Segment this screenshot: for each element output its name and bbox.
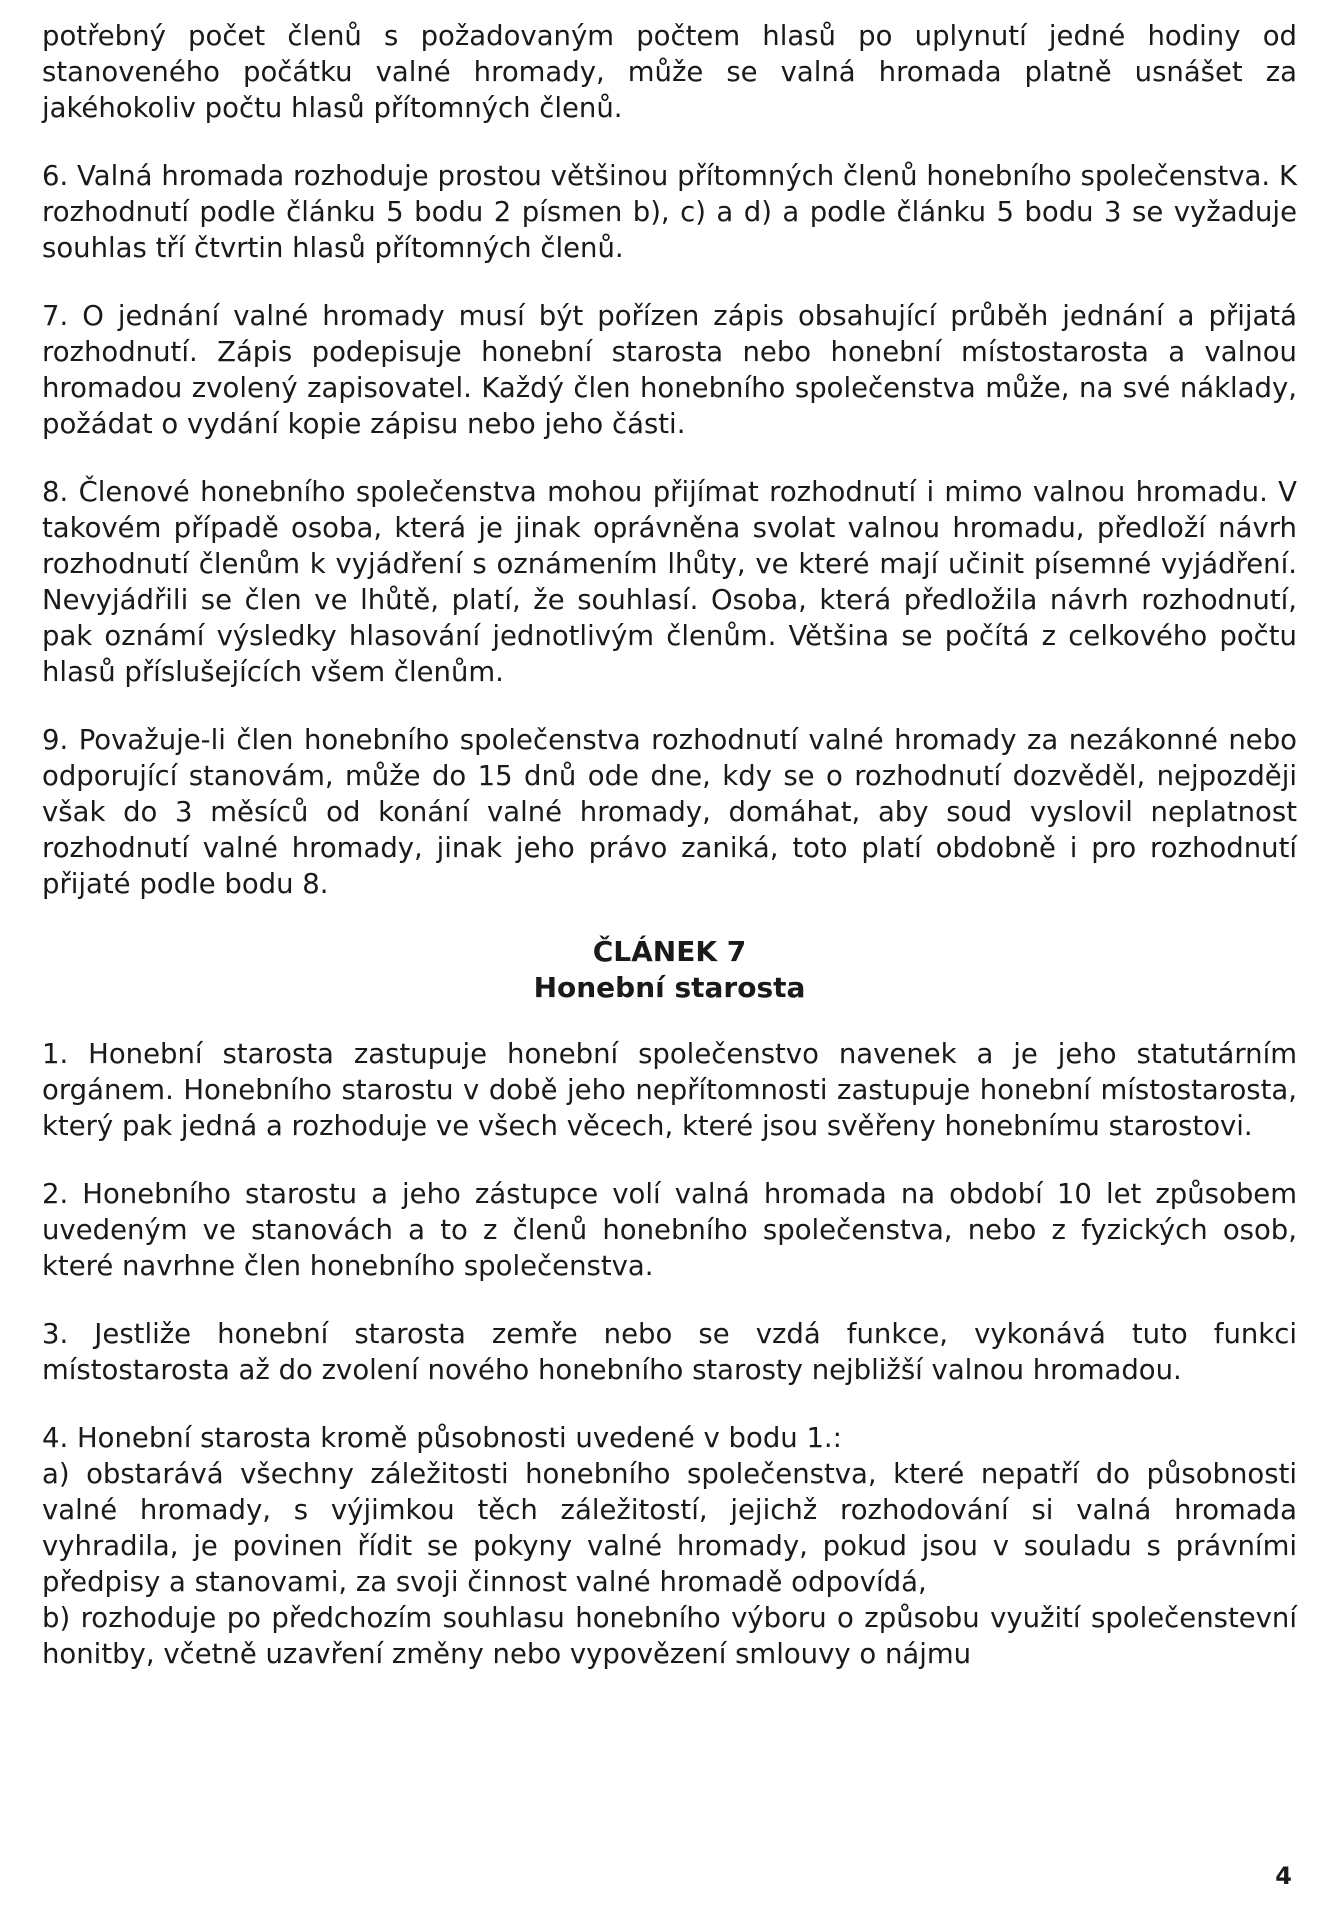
article7-paragraph-4-item-a: a) obstarává všechny záležitosti honebního společenstva, které nepatří do působnosti valné hromady, s výjimkou těch záležitostí, jejichž rozhodování si valná hromada vyhradila, je povinen řídit se pokyny valné hromady, pokud jsou v souladu s právními předpisy a stanovami, za svoji činnost valné hromadě odpovídá, xyxy=(42,1458,1297,1598)
document-page xyxy=(42,18,1297,1672)
article7-paragraph-2: 2. Honebního starostu a jeho zástupce volí valná hromada na období 10 let způsobem uvedeným ve stanovách a to z členů honebního společenstva, nebo z fyzických osob, které navrhne člen honebního společenstva. xyxy=(42,1178,1297,1282)
article6-paragraph-7: 7. O jednání valné hromady musí být pořízen zápis obsahující průběh jednání a přijatá rozhodnutí. Zápis podepisuje honební starosta nebo honební místostarosta a valnou hromadou zvolený zapisovatel. Každý člen honebního společenstva může, na své náklady, požádat o vydání kopie zápisu nebo jeho části. xyxy=(42,300,1297,440)
article6-paragraph-5-continued: potřebný počet členů s požadovaným počtem hlasů po uplynutí jedné hodiny od stanoveného počátku valné hromady, může se valná hromada platně usnášet za jakéhokoliv počtu hlasů přítomných členů. xyxy=(42,20,1297,124)
article7-paragraph-4-intro: 4. Honební starosta kromě působnosti uvedené v bodu 1.: xyxy=(42,1422,842,1454)
article6-paragraph-6: 6. Valná hromada rozhoduje prostou většinou přítomných členů honebního společenstva. K rozhodnutí podle článku 5 bodu 2 písmen b), c) a d) a podle článku 5 bodu 3 se vyžaduje souhlas tří čtvrtin hlasů přítomných členů. xyxy=(42,160,1297,264)
page-number: 4 xyxy=(1275,1862,1292,1890)
article7-paragraph-1: 1. Honební starosta zastupuje honební společenstvo navenek a je jeho statutárním orgánem. Honebního starostu v době jeho nepřítomnosti zastupuje honební místostarosta, který pak jedná a rozhoduje ve všech věcech, které jsou svěřeny honebnímu starostovi. xyxy=(42,1038,1297,1142)
article7-number: ČLÁNEK 7 xyxy=(592,935,747,968)
article6-paragraph-9: 9. Považuje-li člen honebního společenstva rozhodnutí valné hromady za nezákonné nebo odporující stanovám, může do 15 dnů ode dne, kdy se o rozhodnutí dozvěděl, nejpozději však do 3 měsíců od konání valné hromady, domáhat, aby soud vyslovil neplatnost rozhodnutí valné hromady, jinak jeho právo zaniká, toto platí obdobně i pro rozhodnutí přijaté podle bodu 8. xyxy=(42,724,1297,900)
article7-title: Honební starosta xyxy=(533,971,806,1004)
article6-paragraph-8: 8. Členové honebního společenstva mohou přijímat rozhodnutí i mimo valnou hromadu. V takovém případě osoba, která je jinak oprávněna svolat valnou hromadu, předloží návrh rozhodnutí členům k vyjádření s oznámením lhůty, ve které mají učinit písemné vyjádření. Nevyjádřili se člen ve lhůtě, platí, že souhlasí. Osoba, která předložila návrh rozhodnutí, pak oznámí výsledky hlasování jednotlivým členům. Většina se počítá z celkového počtu hlasů příslušejících všem členům. xyxy=(42,476,1297,688)
article7-paragraph-3: 3. Jestliže honební starosta zemře nebo se vzdá funkce, vykonává tuto funkci místostarosta až do zvolení nového honebního starosty nejbližší valnou hromadou. xyxy=(42,1318,1297,1386)
article7-heading xyxy=(42,934,1297,1006)
article7-paragraph-4-item-b: b) rozhoduje po předchozím souhlasu honebního výboru o způsobu využití společenstevní honitby, včetně uzavření změny nebo vypovězení smlouvy o nájmu xyxy=(42,1602,1297,1670)
